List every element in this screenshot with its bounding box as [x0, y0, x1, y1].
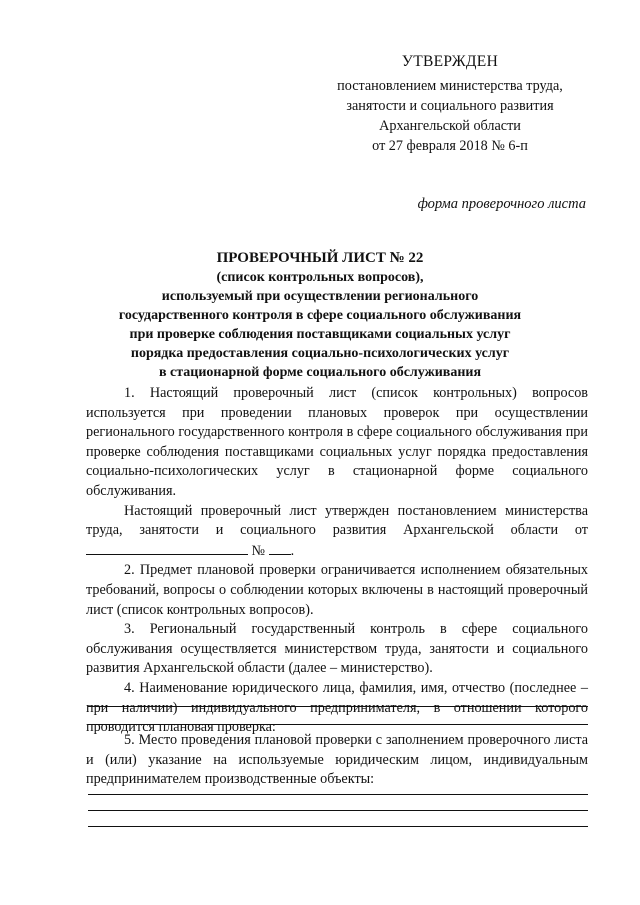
fill-line-entity-2[interactable] [88, 724, 588, 725]
date-fill-field[interactable] [86, 541, 248, 555]
number-sign: № [251, 542, 266, 559]
paragraph-1b-end: . [290, 542, 295, 559]
heading-line: (список контрольных вопросов), [216, 270, 424, 285]
fill-line-entity-1[interactable] [88, 706, 588, 707]
approval-line: занятости и социального развития [346, 98, 554, 114]
heading-line: при проверке соблюдения поставщиками социальных услуг [129, 327, 511, 342]
paragraph-1b [86, 502, 588, 562]
document-title: ПРОВЕРОЧНЫЙ ЛИСТ № 22 [216, 250, 424, 266]
heading-line: государственного контроля в сфере социального обслуживания [118, 308, 522, 323]
document-body-2 [86, 731, 588, 790]
fill-line-location-3[interactable] [88, 826, 588, 827]
heading-line: порядка предоставления социально-психологических услуг [130, 346, 510, 361]
number-fill-field[interactable] [269, 541, 291, 555]
approval-line: Архангельской области [379, 118, 521, 134]
approval-stamp [300, 52, 600, 156]
document-heading [60, 249, 580, 382]
paragraph-4: 4. Наименование юридического лица, фамилия, имя, отчество (последнее – при наличии) индивидуального предпринимателя, в отношении которого проводится плановая проверка: [86, 679, 588, 736]
paragraph-1b-text: Настоящий проверочный лист утвержден постановлением министерства труда, занятости и социального развития Архангельской области от [86, 502, 588, 539]
paragraph-1: 1. Настоящий проверочный лист (список контрольных) вопросов используется при проведении плановых проверок при осуществлении регионального государственного контроля в сфере социального обслуживания при проверке соблюдения поставщиками социальных услуг порядка предоставления социально-психологических услуг в стационарной форме социального обслуживания. [86, 385, 588, 499]
fill-line-location-1[interactable] [88, 794, 588, 795]
approval-line: постановлением министерства труда, [337, 78, 563, 94]
paragraph-5: 5. Место проведения плановой проверки с заполнением проверочного листа и (или) указание на используемые юридическим лицом, индивидуальным предпринимателем производственные объекты: [86, 732, 588, 788]
paragraph-2: 2. Предмет плановой проверки ограничивается исполнением обязательных требований, вопросы о соблюдении которых включены в настоящий проверочный лист (список контрольных вопросов). [86, 562, 588, 618]
fill-line-location-2[interactable] [88, 810, 588, 811]
paragraph-3: 3. Региональный государственный контроль в сфере социального обслуживания осуществляется министерством труда, занятости и социального развития Архангельской области (далее – министерство). [86, 621, 588, 677]
document-body [86, 384, 588, 738]
heading-line: в стационарной форме социального обслуживания [158, 365, 482, 380]
approval-title: УТВЕРЖДЕН [401, 53, 499, 70]
form-label: форма проверочного листа [417, 196, 586, 212]
approval-line: от 27 февраля 2018 № 6-п [372, 138, 528, 154]
heading-line: используемый при осуществлении регионального [161, 289, 479, 304]
